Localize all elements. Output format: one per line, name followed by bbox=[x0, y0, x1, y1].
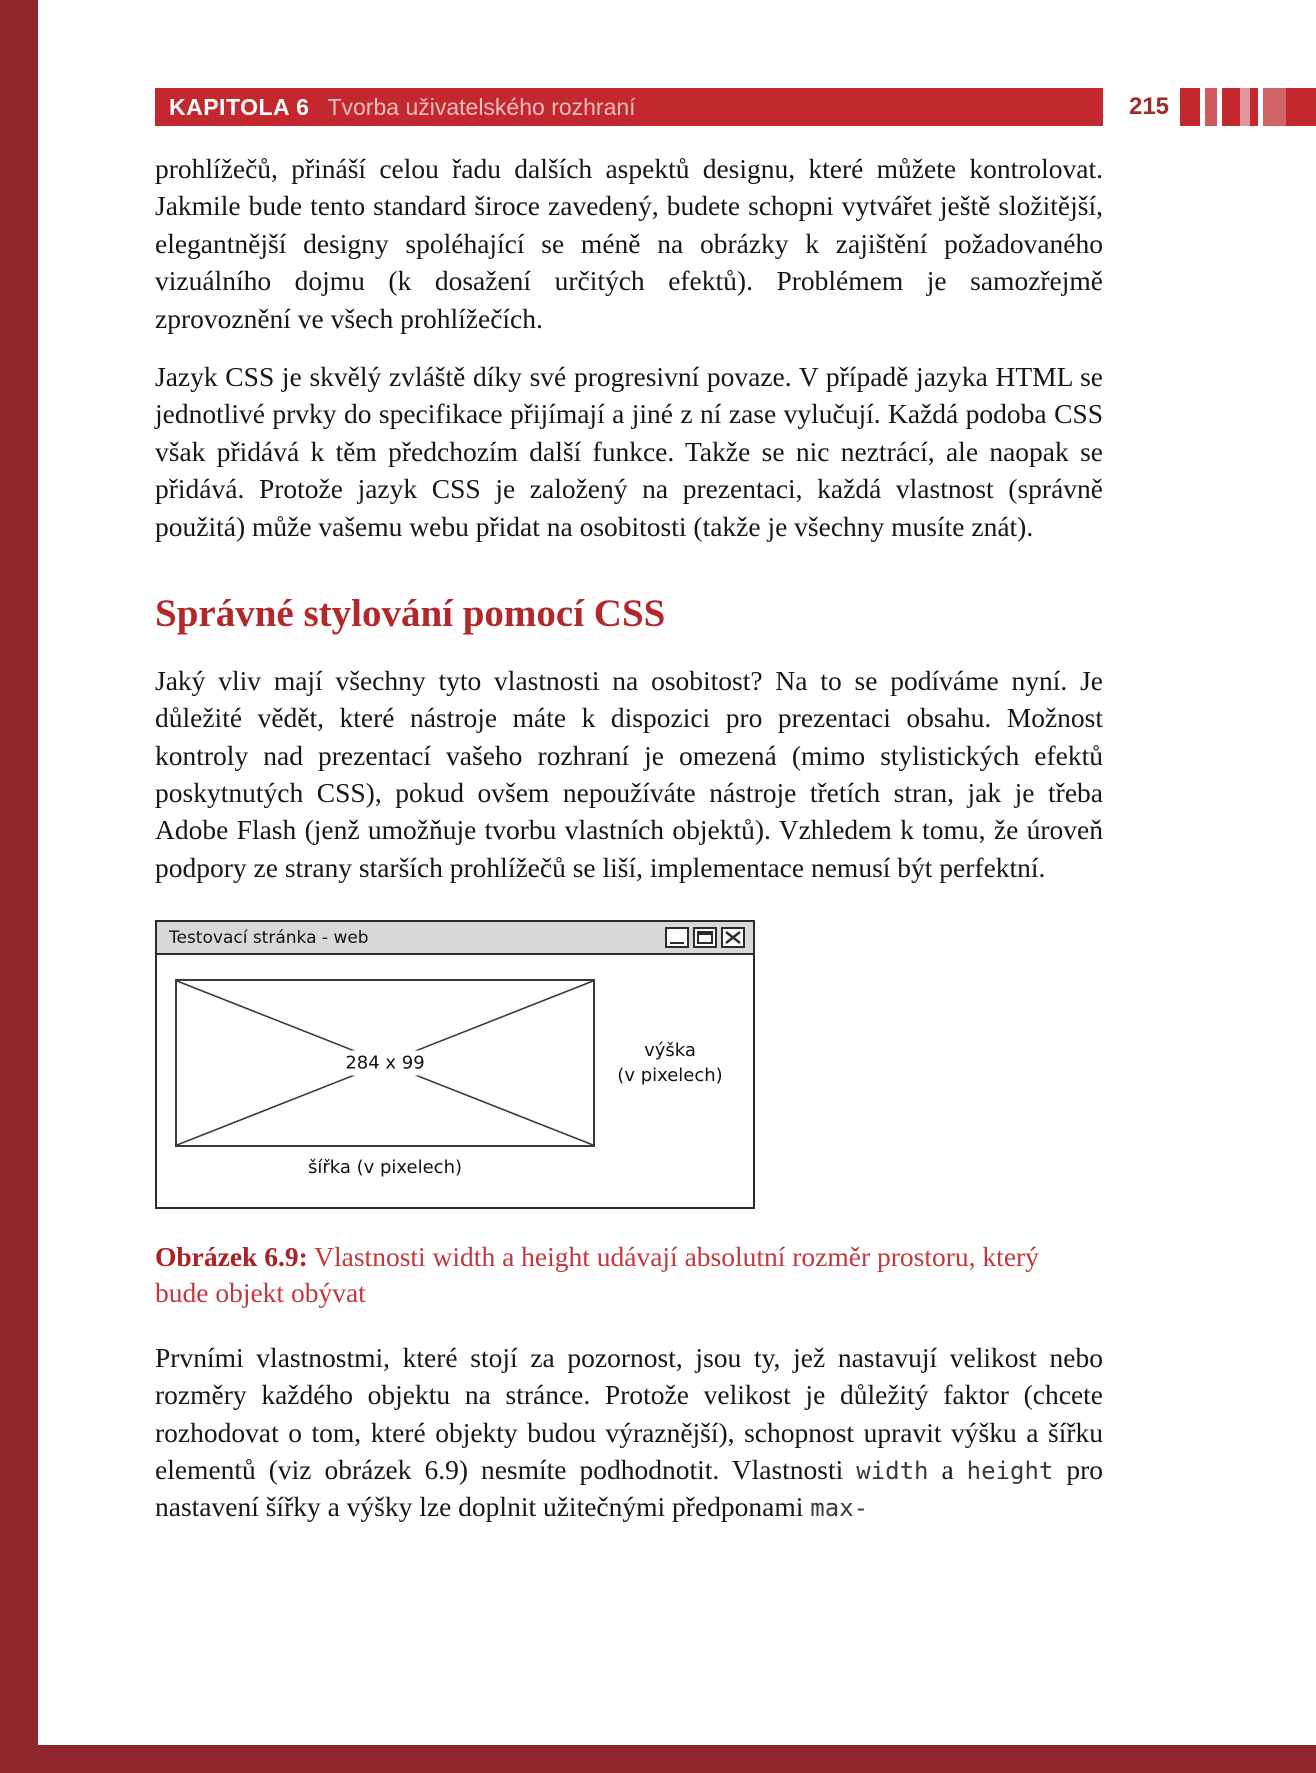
paragraph-4: Prvními vlastnostmi, které stojí za pozornost, jsou ty, jež nastavují velikost nebo rozměry každého objektu na stránce. Protože velikost je důležitý faktor (chcete rozhodovat o tom, které objekty budou výraznější), schopnost upravit výšku a šířku elementů (viz obrázek 6.9) nesmíte podhodnotit. Vlastnosti width a height pro nastavení šířky a výšky lze doplnit užitečnými předponami max- bbox=[155, 1341, 1103, 1523]
bottom-page-border bbox=[0, 1745, 1316, 1773]
maximize-glyph bbox=[697, 931, 713, 944]
header-stripe bbox=[1180, 88, 1200, 126]
placeholder-size-label: 284 x 99 bbox=[337, 1051, 432, 1076]
header-stripe bbox=[1286, 88, 1316, 126]
window-body bbox=[157, 955, 753, 1207]
height-axis-label-line1: výška bbox=[644, 1040, 696, 1062]
close-icon bbox=[721, 927, 745, 948]
close-x-glyph bbox=[723, 929, 743, 946]
width-axis-label: šířka (v pixelech) bbox=[307, 1157, 463, 1179]
header-stripe bbox=[1205, 88, 1217, 126]
image-placeholder bbox=[175, 979, 595, 1147]
header-stripe bbox=[1250, 88, 1258, 126]
chapter-title: Tvorba uživatelského rozhraní bbox=[327, 93, 636, 120]
caption-text: Vlastnosti width a height udávají absolutní rozměr prostoru, který bude objekt obývat bbox=[155, 1241, 1039, 1308]
page-content bbox=[155, 150, 1103, 1547]
section-heading: Správné stylování pomocí CSS bbox=[155, 591, 666, 635]
header-stripe bbox=[1222, 88, 1240, 126]
paragraph-1: prohlížečů, přináší celou řadu dalších aspektů designu, které můžete kontrolovat. Jakmile bude tento standard široce zavedený, budete schopni vytvářet ještě složitější, elegantnější designy spoléhající se méně na obrázky k zajištění požadovaného vizuálního dojmu (k dosažení určitých efektů). Problémem je samozřejmě zprovoznění ve všech prohlížečích. bbox=[155, 153, 1103, 334]
chapter-header-bar bbox=[155, 88, 1103, 126]
page-number: 215 bbox=[1128, 93, 1170, 120]
header-stripes bbox=[1180, 88, 1316, 126]
maximize-icon bbox=[693, 927, 717, 948]
figure-caption bbox=[155, 1239, 1060, 1311]
figure-6-9 bbox=[155, 920, 1103, 1311]
window-title: Testovací stránka - web bbox=[169, 927, 369, 948]
paragraph-2: Jazyk CSS je skvělý zvláště díky své progresivní povaze. V případě jazyka HTML se jednotlivé prvky do specifikace přijímají a jiné z ní zase vylučují. Každá podoba CSS však přidává k těm předchozím další funkce. Takže se nic neztrácí, ale naopak se přidává. Protože jazyk CSS je založený na prezentaci, každá vlastnost (správně použitá) může vašemu webu přidat na osobitosti (takže je všechny musíte znát). bbox=[155, 360, 1103, 542]
chapter-label: KAPITOLA 6 bbox=[169, 93, 310, 120]
header-stripe bbox=[1263, 88, 1286, 126]
minimize-glyph bbox=[670, 942, 684, 944]
paragraph-3: Jaký vliv mají všechny tyto vlastnosti na osobitost? Na to se podíváme nyní. Je důležité vědět, které nástroje máte k dispozici pro prezentaci obsahu. Možnost kontroly nad prezentací vašeho rozhraní je omezená (mimo stylistických efektů poskytnutých CSS), pokud ovšem nepoužíváte nástroje třetích stran, jak je třeba Adobe Flash (jenž umožňuje tvorbu vlastních objektů). Vzhledem k tomu, že úroveň podpory ze strany starších prohlížečů se liší, implementace nemusí být perfektní. bbox=[155, 664, 1103, 883]
height-axis-label-line2: (v pixelech) bbox=[617, 1064, 723, 1086]
window-buttons bbox=[665, 927, 745, 948]
left-page-border bbox=[0, 0, 38, 1773]
header-stripe bbox=[1240, 88, 1250, 126]
minimize-icon bbox=[665, 927, 689, 948]
window-titlebar bbox=[157, 922, 753, 955]
figure-window bbox=[155, 920, 755, 1209]
height-axis-label bbox=[595, 1039, 745, 1088]
caption-label: Obrázek 6.9: bbox=[155, 1241, 308, 1273]
